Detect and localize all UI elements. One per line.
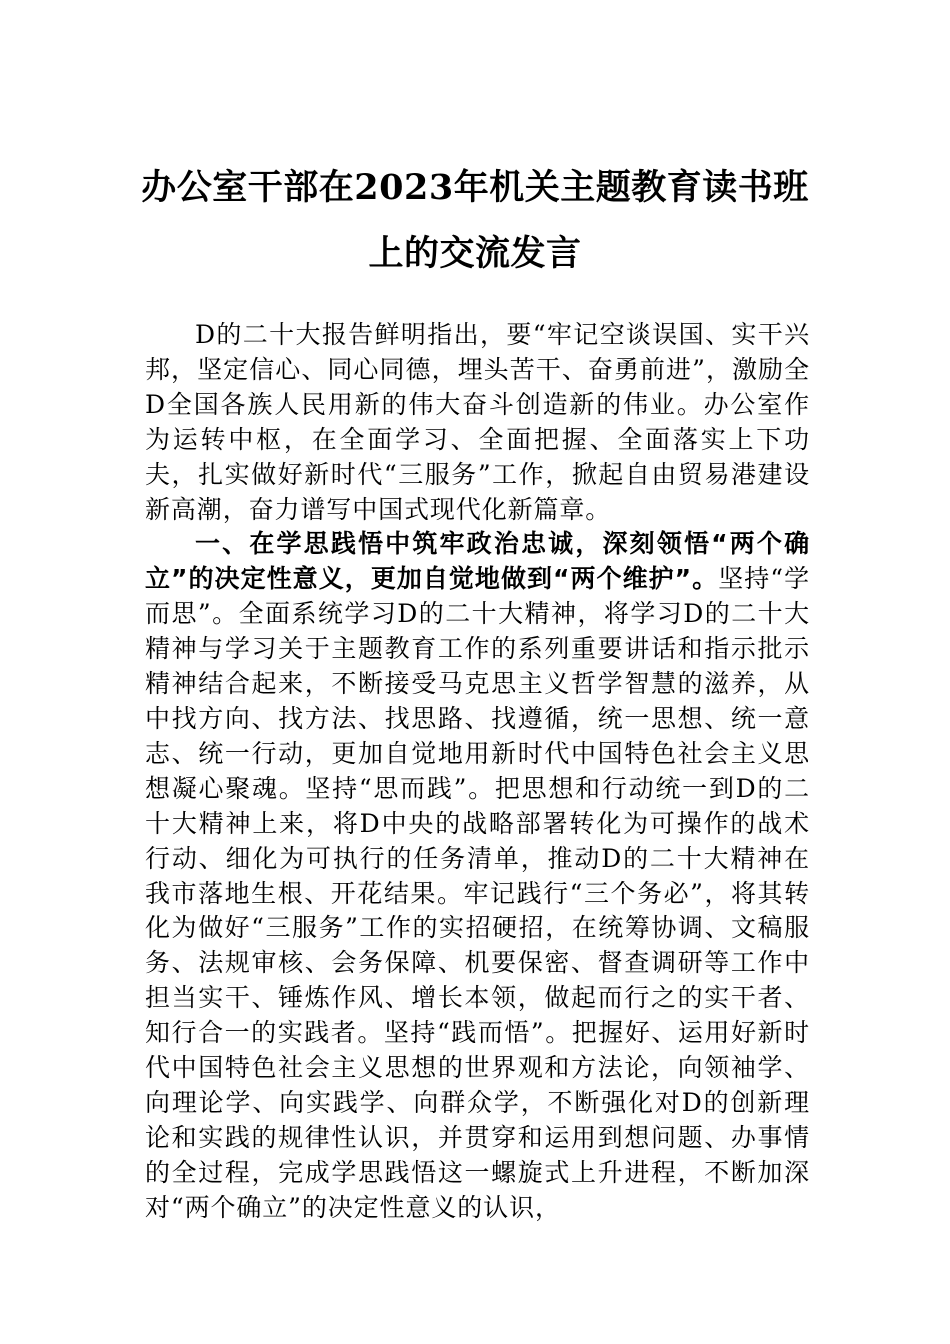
section-1-heading: 一、在学思践悟中筑牢政治忠诚，深刻领悟“两个确立”的决定性意义，更加自觉地做到“两个维护”。	[145, 529, 810, 594]
document-body	[145, 318, 810, 1226]
section-1-paragraph	[145, 527, 810, 1225]
document-title-line-2: 上的交流发言	[368, 233, 582, 274]
document-title-line-1: 办公室干部在2023年机关主题教育读书班	[141, 167, 809, 208]
intro-paragraph: D的二十大报告鲜明指出，要“牢记空谈误国、实干兴邦，坚定信心、同心同德，埋头苦干、奋勇前进”，激励全D全国各族人民用新的伟大奋斗创造新的伟业。办公室作为运转中枢，在全面学习、全面把握、全面落实上下功夫，扎实做好新时代“三服务”工作，掀起自由贸易港建设新高潮，奋力谱写中国式现代化新篇章。	[145, 320, 810, 524]
section-1-body: 坚持“学而思”。全面系统学习D的二十大精神，将学习D的二十大精神与学习关于主题教育工作的系列重要讲话和指示批示精神结合起来，不断接受马克思主义哲学智慧的滋养，从中找方向、找方法、找思路、找遵循，统一思想、统一意志、统一行动，更加自觉地用新时代中国特色社会主义思想凝心聚魂。坚持“思而践”。把思想和行动统一到D的二十大精神上来，将D中央的战略部署转化为可操作的战术行动、细化为可执行的任务清单，推动D的二十大精神在我市落地生根、开花结果。牢记践行“三个务必”，将其转化为做好“三服务”工作的实招硬招，在统筹协调、文稿服务、法规审核、会务保障、机要保密、督查调研等工作中担当实干、锤炼作风、增长本领，做起而行之的实干者、知行合一的实践者。坚持“践而悟”。把握好、运用好新时代中国特色社会主义思想的世界观和方法论，向领袖学、向理论学、向实践学、向群众学，不断强化对D的创新理论和实践的规律性认识，并贯穿和运用到想问题、办事情的全过程，完成学思践悟这一螺旋式上升进程，不断加深对“两个确立”的决定性意义的认识，	[145, 564, 810, 1222]
